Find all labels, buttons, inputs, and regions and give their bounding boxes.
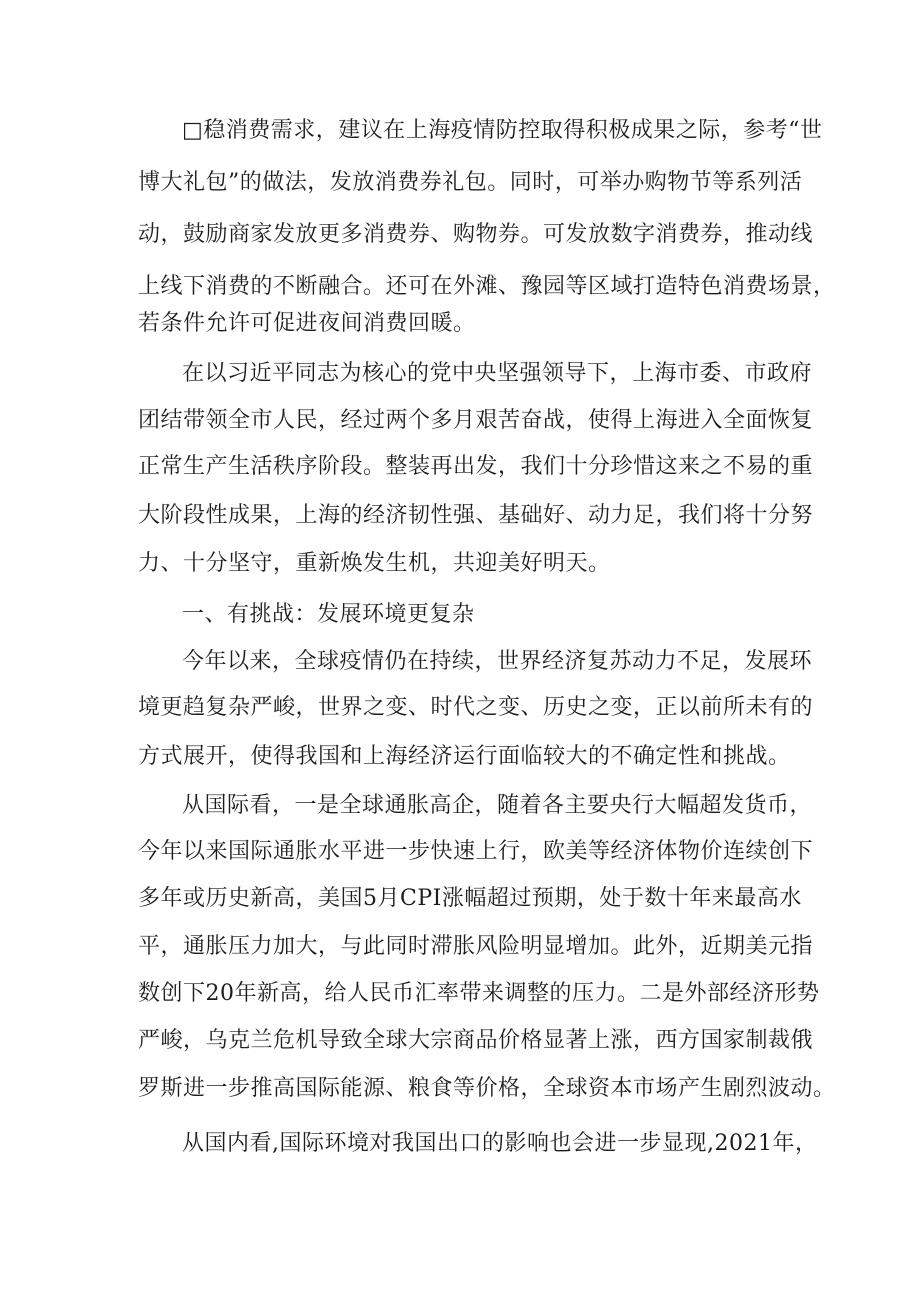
paragraph-international-view-line-5: 数创下20年新高，给人民币汇率带来调整的压力。二是外部经济形势	[138, 981, 820, 1006]
paragraph-stabilize-consumption-line-1: □稳消费需求，建议在上海疫情防控取得积极成果之际，参考“世	[182, 118, 823, 143]
paragraph-domestic-view-line-1: 从国内看,国际环境对我国出口的影响也会进一步显现,2021年，	[182, 1131, 818, 1156]
paragraph-leadership-line-4: 大阶段性成果，上海的经济韧性强、基础好、动力足，我们将十分努	[138, 503, 814, 528]
paragraph-international-view-line-6: 严峻，乌克兰危机导致全球大宗商品价格显著上涨，西方国家制裁俄	[138, 1028, 814, 1053]
paragraph-leadership-line-1: 在以习近平同志为核心的党中央坚强领导下，上海市委、市政府	[182, 361, 813, 386]
paragraph-stabilize-consumption-line-2: 博大礼包”的做法，发放消费券礼包。同时，可举办购物节等系列活	[138, 170, 803, 195]
paragraph-stabilize-consumption-line-4: 上线下消费的不断融合。还可在外滩、豫园等区域打造特色消费场景，	[138, 274, 836, 299]
paragraph-international-view-line-3: 多年或历史新高，美国5月CPI涨幅超过预期，处于数十年来最高水	[138, 886, 802, 911]
paragraph-international-view-line-7: 罗斯进一步推高国际能源、粮食等价格，全球资本市场产生剧烈波动。	[138, 1076, 836, 1101]
paragraph-international-view-line-2: 今年以来国际通胀水平进一步快速上行，欧美等经济体物价连续创下	[138, 839, 814, 864]
paragraph-stabilize-consumption-line-5: 若条件允许可促进夜间消费回暖。	[138, 311, 476, 336]
paragraph-leadership-line-3: 正常生产生活秩序阶段。整装再出发，我们十分珍惜这来之不易的重	[138, 454, 814, 479]
paragraph-global-situation-line-1: 今年以来，全球疫情仍在持续，世界经济复苏动力不足，发展环	[182, 649, 813, 674]
paragraph-global-situation-line-2: 境更趋复杂严峻，世界之变、时代之变、历史之变，正以前所未有的	[138, 695, 814, 720]
paragraph-leadership-line-2: 团结带领全市人民，经过两个多月艰苦奋战，使得上海进入全面恢复	[138, 408, 814, 433]
paragraph-stabilize-consumption-line-3: 动，鼓励商家发放更多消费券、购物券。可发放数字消费券，推动线	[138, 222, 814, 247]
paragraph-international-view-line-4: 平，通胀压力加大，与此同时滞胀风险明显增加。此外，近期美元指	[138, 934, 814, 959]
section-heading-challenges: 一、有挑战：发展环境更复杂	[182, 602, 475, 627]
paragraph-global-situation-line-3: 方式展开，使得我国和上海经济运行面临较大的不确定性和挑战。	[138, 744, 791, 769]
paragraph-leadership-line-5: 力、十分坚守，重新焕发生机，共迎美好明天。	[138, 551, 611, 576]
paragraph-international-view-line-1: 从国际看，一是全球通胀高企，随着各主要央行大幅超发货币，	[182, 793, 813, 818]
